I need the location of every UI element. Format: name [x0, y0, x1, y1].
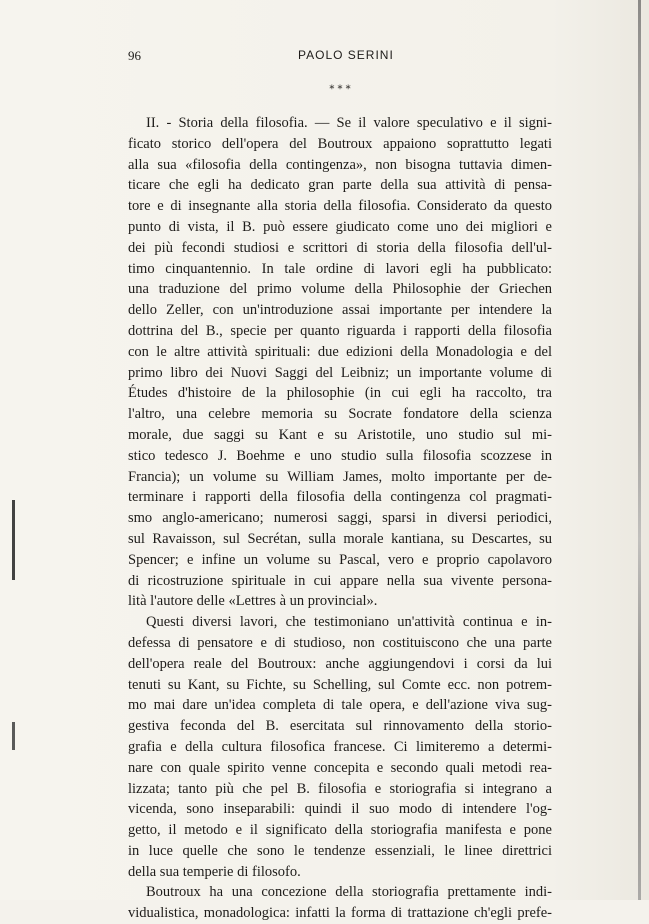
text-line: una traduzione del primo volume della Philosophie der Griechen — [128, 281, 552, 298]
text-line: in luce quelle che sono le tendenze essenziali, le linee direttrici — [128, 842, 552, 859]
text-line: con le altre attività spirituali: due edizioni della Monadologia e del — [128, 343, 552, 360]
page-number: 96 — [128, 48, 141, 63]
text-line: dell'opera reale del Boutroux: anche aggiungendovi i corsi da lui — [128, 655, 552, 672]
text-line: defessa di pensatore e di studioso, non costituiscono che una parte — [128, 634, 552, 651]
text-line: getto, il metodo e il significato della storiografia manifesta e pone — [128, 822, 552, 839]
text-line: dei più fecondi studiosi e scrittori di storia della filosofia dell'ul- — [128, 239, 552, 256]
text-line: II. - Storia della filosofia. — Se il valore speculativo e il signi- — [146, 115, 552, 131]
text-line: morale, due saggi su Kant e su Aristotile, uno studio sul mi- — [128, 426, 552, 443]
scan-edge-right — [638, 0, 641, 900]
text-line: Études d'histoire de la philosophie (in cui egli ha raccolto, tra — [128, 385, 552, 402]
text-line: nare con quale spirito venne concepita e secondo quali metodi rea- — [128, 759, 552, 776]
text-line: lità l'autore delle «Lettres à un provincial». — [128, 593, 378, 610]
text-line: tore e di insegnante alla storia della filosofia. Considerato da questo — [128, 198, 552, 215]
text-line: lizzata; tanto più che pel B. filosofia e storiografia si integrano a — [128, 780, 552, 797]
text-line: mo mai dare un'idea completa di tale opera, e dell'azione viva sug- — [128, 697, 552, 714]
text-line: Boutroux ha una concezione della storiografia prettamente indi- — [146, 884, 552, 901]
text-line: sul Ravaisson, sul Secrétan, sulla morale kantiana, su Descartes, su — [128, 530, 552, 547]
text-line: ficato storico dell'opera del Boutroux appaiono soprattutto legati — [128, 135, 552, 152]
text-line: vidualistica, monadologica: infatti la forma di trattazione ch'egli prefe- — [128, 905, 552, 922]
scan-edge-mark — [12, 722, 15, 750]
page-header — [128, 48, 552, 68]
text-line: terminare i rapporti della filosofia della contingenza col pragmati- — [128, 489, 552, 506]
text-line: di ricostruzione spirituale in cui appare nella sua vivente persona- — [128, 572, 552, 589]
text-line: smo anglo-americano; numerosi saggi, sparsi in diversi periodici, — [128, 510, 552, 527]
text-line: primo libro dei Nuovi Saggi del Leibniz; un importante volume di — [128, 364, 552, 381]
text-line: l'altro, una celebre memoria su Socrate fondatore della scienza — [128, 406, 552, 423]
text-line: gestiva feconda del B. esercitata sul rinnovamento della storio- — [128, 718, 552, 735]
asterism-divider: * * * — [329, 84, 351, 95]
text-line: Questi diversi lavori, che testimoniano un'attività continua e in- — [146, 614, 552, 631]
text-line: Francia); un volume su William James, molto importante per de- — [128, 468, 552, 485]
text-line: Spencer; e infine un volume su Pascal, vero e proprio capolavoro — [128, 551, 552, 568]
text-line: della sua temperie di filosofo. — [128, 863, 301, 880]
body-text — [128, 113, 552, 924]
text-line: dottrina del B., specie per quanto riguarda i rapporti della filosofia — [128, 322, 552, 339]
text-line: stico tedesco J. Boehme e uno studio sulla filosofia scozzese in — [128, 447, 552, 464]
text-line: tenuti su Kant, su Fichte, su Schelling, sul Comte ecc. non potrem- — [128, 676, 552, 693]
text-line: timo cinquantennio. In tale ordine di lavori egli ha pubblicato: — [128, 260, 552, 277]
running-title: PAOLO SERINI — [298, 48, 394, 62]
text-line: punto di vista, il B. può essere giudicato come uno dei migliori e — [128, 218, 552, 235]
text-line: ticare che egli ha dedicato gran parte della sua attività di pensa- — [128, 177, 552, 194]
scan-edge-mark — [12, 500, 15, 580]
text-line: dello Zeller, con un'introduzione assai importante per intendere la — [128, 302, 552, 319]
text-line: grafia e della cultura filosofica francese. Ci limiteremo a determi- — [128, 738, 552, 755]
text-line: alla sua «filosofia della contingenza», non bisogna tuttavia dimen- — [128, 156, 552, 173]
text-line: vicenda, sono inseparabili: quindi il suo modo di intendere l'og- — [128, 801, 552, 818]
